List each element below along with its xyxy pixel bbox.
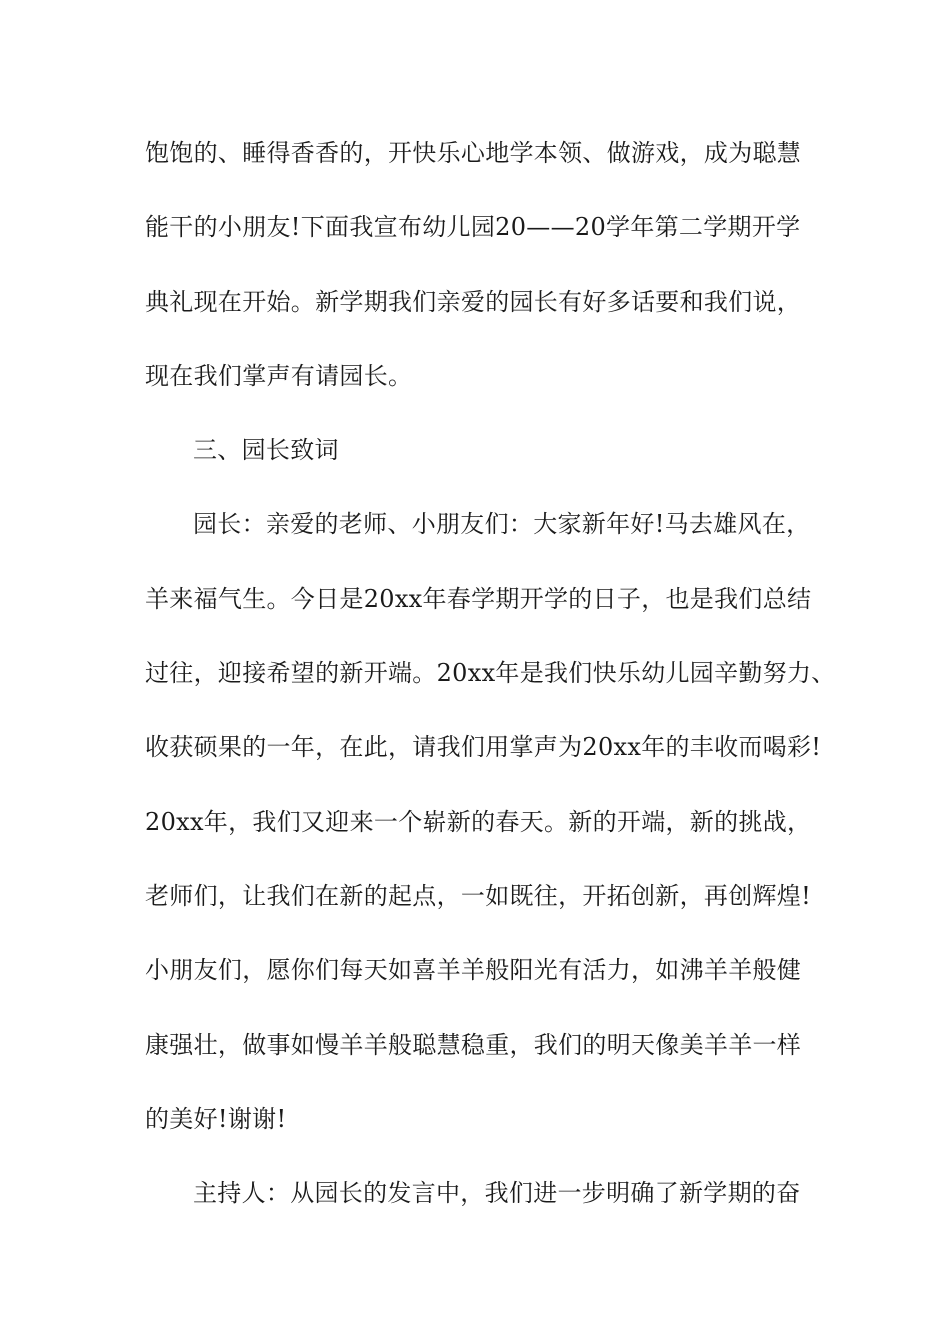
text-line: 康强壮，做事如慢羊羊般聪慧稳重，我们的明天像美羊羊一样 — [145, 1030, 802, 1059]
text-line: 老师们，让我们在新的起点，一如既往，开拓创新，再创辉煌! — [145, 881, 812, 910]
section-heading: 三、园长致词 — [193, 436, 339, 465]
text-line: 园长：亲爱的老师、小朋友们：大家新年好!马去雄风在， — [193, 510, 811, 539]
text-line: 过往，迎接希望的新开端。20xx年是我们快乐幼儿园辛勤努力、 — [145, 659, 836, 688]
text-line: 小朋友们，愿你们每天如喜羊羊般阳光有活力，如沸羊羊般健 — [145, 956, 802, 985]
document-body — [145, 116, 836, 1230]
text-line: 的美好!谢谢! — [145, 1104, 287, 1133]
text-line: 收获硕果的一年，在此，请我们用掌声为20xx年的丰收而喝彩! — [145, 733, 822, 762]
text-line: 现在我们掌声有请园长。 — [145, 361, 413, 390]
text-line: 羊来福气生。今日是20xx年春学期开学的日子，也是我们总结 — [145, 584, 812, 613]
text-line: 饱饱的、睡得香香的，开快乐心地学本领、做游戏，成为聪慧 — [145, 139, 802, 167]
text-line: 典礼现在开始。新学期我们亲爱的园长有好多话要和我们说， — [145, 287, 802, 316]
text-line: 20xx年，我们又迎来一个崭新的春天。新的开端，新的挑战， — [145, 807, 812, 836]
text-line: 能干的小朋友!下面我宣布幼儿园20——20学年第二学期开学 — [145, 213, 801, 242]
text-line: 主持人：从园长的发言中，我们进一步明确了新学期的奋 — [193, 1179, 801, 1208]
